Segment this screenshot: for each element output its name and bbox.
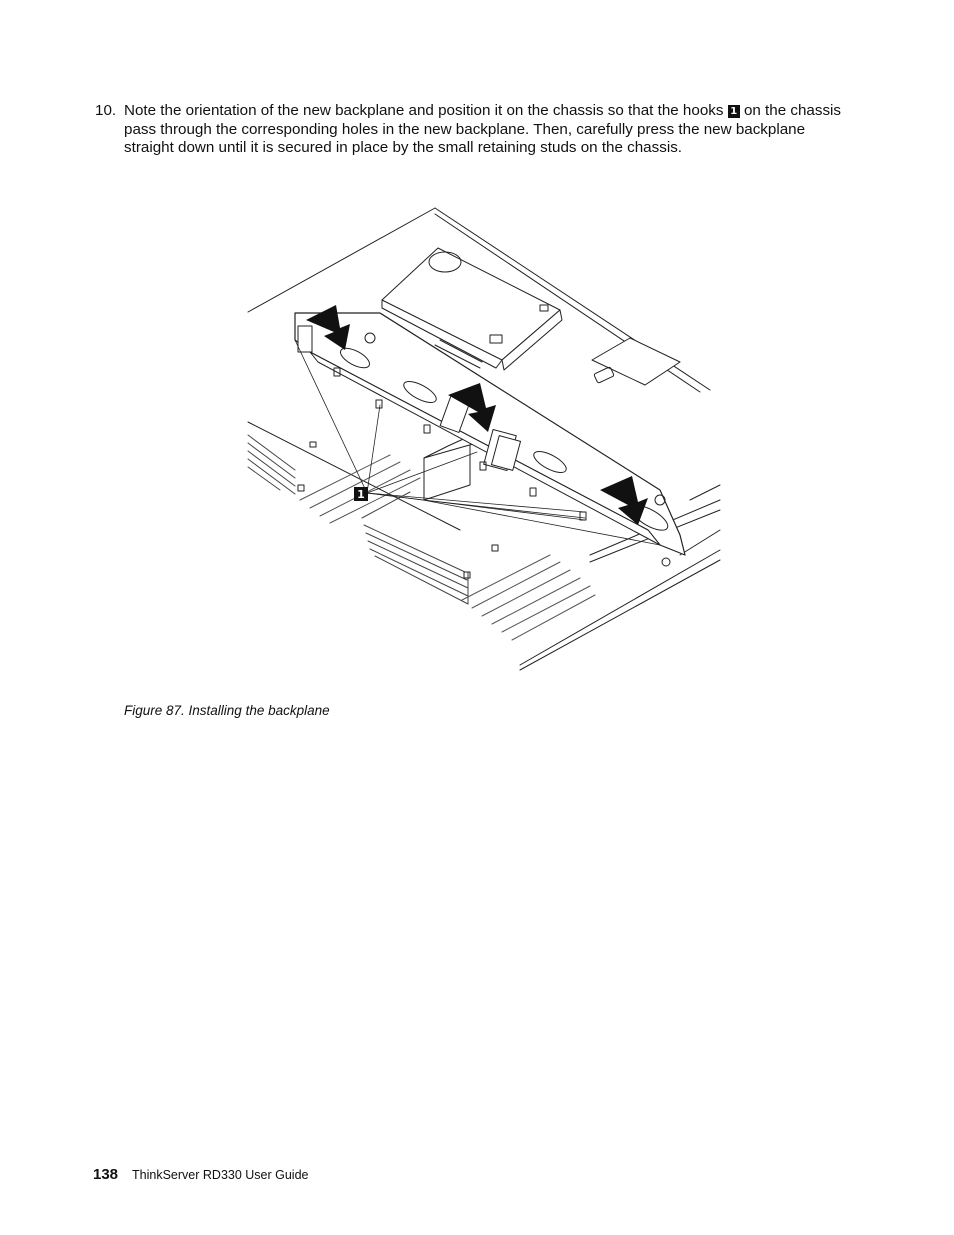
document-title: ThinkServer RD330 User Guide xyxy=(132,1168,309,1182)
page-footer xyxy=(93,1166,309,1183)
callout-marker: 1 xyxy=(728,105,740,118)
backplane-illustration xyxy=(240,200,730,675)
step-text-after: on the chassis pass through the corresponding holes in the new backplane. Then, carefully press the new backplane straight down until it is secured in place by the small retaining studs on the chassis. xyxy=(124,102,842,157)
figure-caption: Figure 87. Installing the backplane xyxy=(124,703,330,718)
page-number: 138 xyxy=(93,1166,119,1183)
cable-block xyxy=(424,436,480,500)
step-number: 10. xyxy=(95,102,117,119)
backplane-drawing xyxy=(240,200,730,675)
chassis-tab xyxy=(592,338,680,385)
heatsink-right xyxy=(362,492,468,604)
figure-callout xyxy=(354,487,368,501)
figure-callout-label: 1 xyxy=(357,488,365,501)
step-text-before: Note the orientation of the new backplane and position it on the chassis so that the hooks xyxy=(124,102,724,119)
heatsink-left xyxy=(248,435,295,494)
step-text xyxy=(124,102,844,158)
